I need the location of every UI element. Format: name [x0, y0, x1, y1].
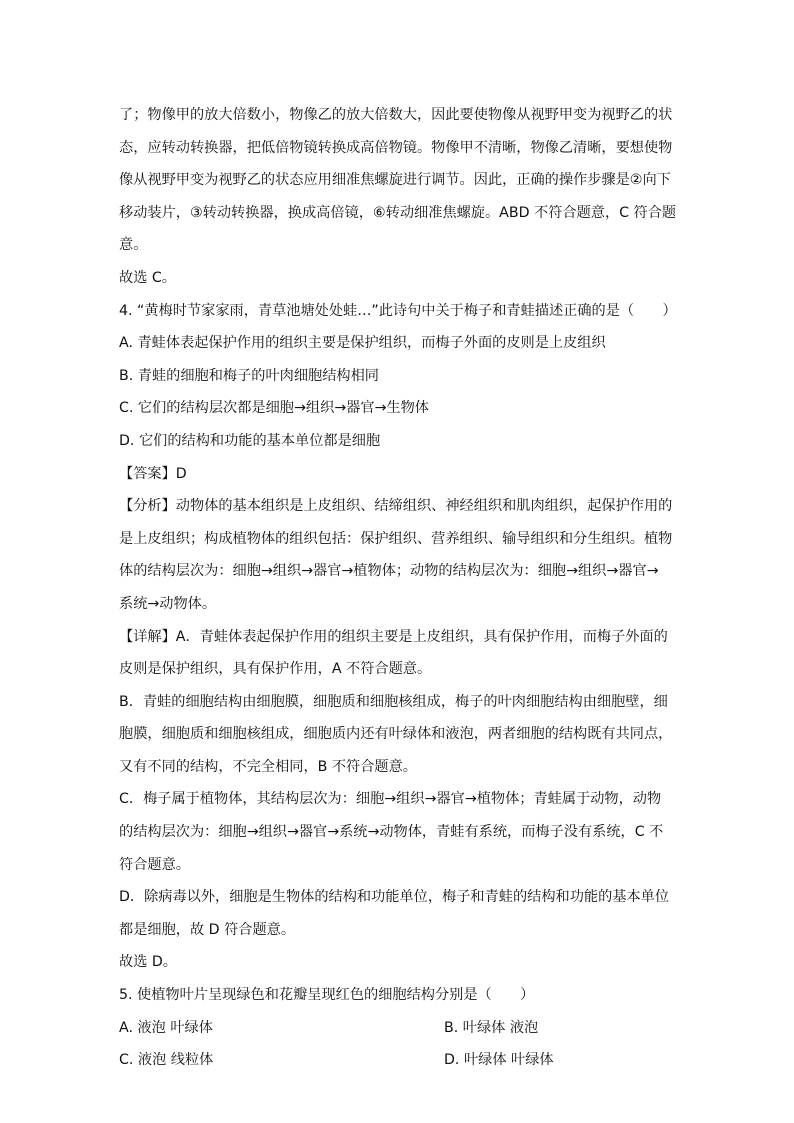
- prev-explanation-line: 像从视野甲变为视野乙的状态应用细准焦螺旋进行调节。因此，正确的操作步骤是②向下: [119, 172, 671, 189]
- question-5-option-a: A. 液泡 叶绿体: [119, 1019, 213, 1036]
- analysis-line: 是上皮组织；构成植物体的组织包括：保护组织、营养组织、输导组织和分生组织。植物: [119, 530, 673, 547]
- detail-line: 皮则是保护组织，具有保护作用，A 不符合题意。: [119, 661, 432, 678]
- prev-choice: 故选 C。: [119, 269, 176, 286]
- question-5-options-row-1: [119, 1012, 679, 1045]
- question-4-option-b: B. 青蛙的细胞和梅子的叶肉细胞结构相同: [119, 367, 379, 384]
- question-5-options-row-2: [119, 1044, 679, 1077]
- prev-explanation-line: 了；物像甲的放大倍数小，物像乙的放大倍数大，因此要使物像从视野甲变为视野乙的状: [119, 107, 673, 123]
- detail-line: 符合题意。: [119, 856, 190, 873]
- prev-explanation-line: 移动装片，③转动转换器，换成高倍镜，⑥转动细准焦螺旋。ABD 不符合题意，C 符合题: [119, 204, 677, 221]
- question-4-stem: 4. “黄梅时节家家雨，青草池塘处处蛙…”此诗句中关于梅子和青蛙描述正确的是（ ）: [119, 302, 677, 319]
- page-content: [119, 99, 679, 1077]
- prev-explanation-line: 意。: [119, 237, 148, 254]
- detail-line: B．青蛙的细胞结构由细胞膜，细胞质和细胞核组成，梅子的叶肉细胞结构由细胞壁，细: [119, 693, 668, 710]
- detail-line: 又有不同的结构，不完全相同，B 不符合题意。: [119, 758, 417, 775]
- analysis-line: 系统→动物体。: [119, 595, 217, 612]
- detail-line: 胞膜，细胞质和细胞核组成，细胞质内还有叶绿体和液泡，两者细胞的结构既有共同点，: [119, 726, 673, 743]
- prev-explanation-line: 态，应转动转换器，把低倍物镜转换成高倍物镜。物像甲不清晰，物像乙清晰，要想使物: [119, 139, 673, 156]
- detail-line: 【详解】A．青蛙体表起保护作用的组织主要是上皮组织，具有保护作用，而梅子外面的: [119, 628, 668, 645]
- question-5-stem: 5. 使植物叶片呈现绿色和花瓣呈现红色的细胞结构分别是（ ）: [119, 987, 535, 1004]
- question-5-option-d: D. 叶绿体 叶绿体: [444, 1052, 554, 1069]
- detail-line: D．除病毒以外，细胞是生物体的结构和功能单位，梅子和青蛙的结构和功能的基本单位: [119, 889, 670, 906]
- question-4-option-c: C. 它们的结构层次都是细胞→组织→器官→生物体: [119, 400, 429, 417]
- question-5-option-c: C. 液泡 线粒体: [119, 1052, 214, 1069]
- question-5-option-b: B. 叶绿体 液泡: [444, 1019, 539, 1036]
- detail-line: 的结构层次为：细胞→组织→器官→系统→动物体，青蛙有系统，而梅子没有系统，C 不: [119, 824, 664, 841]
- analysis-line: 【分析】动物体的基本组织是上皮组织、结缔组织、神经组织和肌肉组织，起保护作用的: [119, 498, 673, 515]
- question-4-option-a: A. 青蛙体表起保护作用的组织主要是保护组织，而梅子外面的皮则是上皮组织: [119, 335, 606, 352]
- question-4-choice: 故选 D。: [119, 954, 177, 971]
- analysis-line: 体的结构层次为：细胞→组织→器官→植物体；动物的结构层次为：细胞→组织→器官→: [119, 563, 659, 580]
- detail-line: 都是细胞，故 D 符合题意。: [119, 921, 296, 938]
- detail-line: C．梅子属于植物体，其结构层次为：细胞→组织→器官→植物体；青蛙属于动物，动物: [119, 791, 662, 808]
- question-4-answer: 【答案】D: [119, 465, 187, 482]
- question-4-option-d: D. 它们的结构和功能的基本单位都是细胞: [119, 432, 381, 449]
